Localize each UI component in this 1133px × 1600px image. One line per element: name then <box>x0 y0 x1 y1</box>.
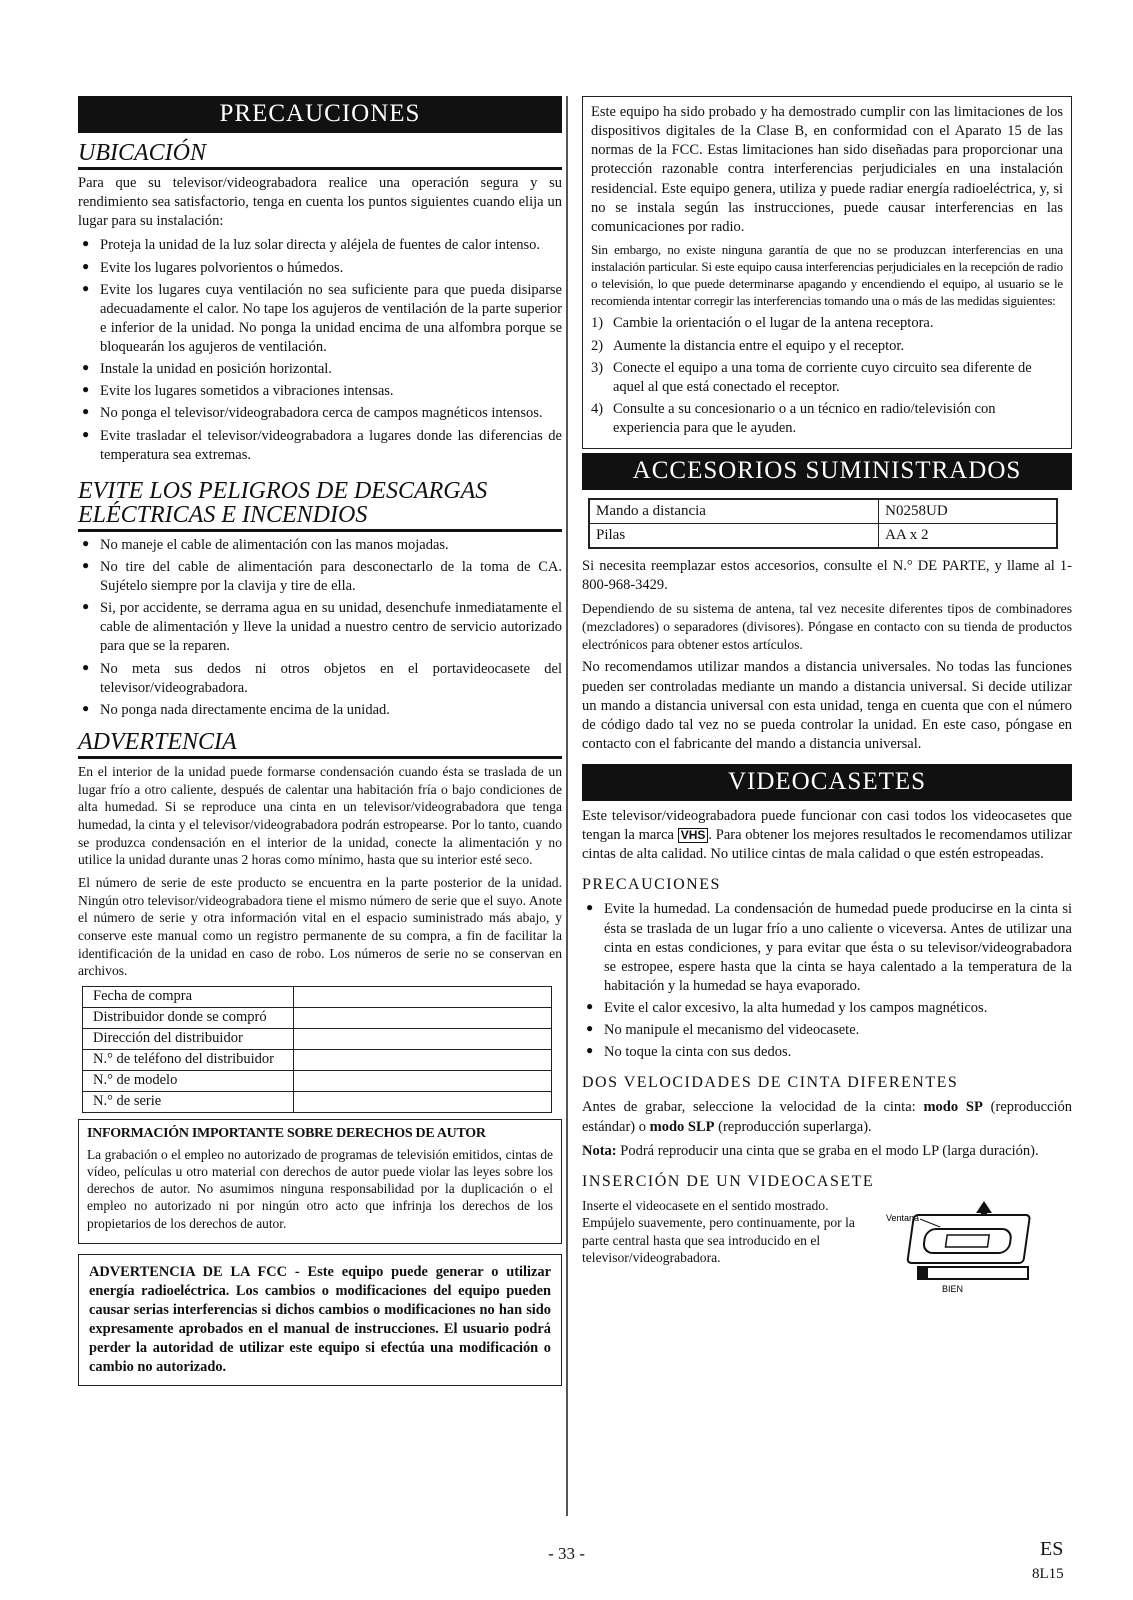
step-text: Cambie la orientación o el lugar de la antena receptora. <box>613 315 934 332</box>
ubicacion-intro: Para que su televisor/videograbadora realice una operación segura y su rendimiento sea satisfactorio, tenga en cuenta los puntos siguientes cuando elija un lugar para su instalación: <box>78 175 562 230</box>
record-blank[interactable] <box>294 1049 552 1070</box>
list-item <box>591 359 1063 397</box>
intro-text-a: Este televisor/videograbadora puede funcionar con casi todos los videocasetes que tengan la marca <box>582 808 1072 844</box>
list-item: ● Evite trasladar el televisor/videograbadora a lugares donde las diferencias de temperatura sea extremas. <box>78 427 562 465</box>
list-item <box>591 337 1063 356</box>
bien-label: BIEN <box>942 1283 964 1294</box>
page-number: - 33 - <box>548 1544 585 1563</box>
table-row <box>83 1049 552 1070</box>
list-item: ● No ponga el televisor/videograbadora cerca de campos magnéticos intensos. <box>78 404 562 423</box>
record-label: Distribuidor donde se compró <box>83 1007 294 1028</box>
step-number: 1) <box>591 315 604 332</box>
fcc-compliance-box <box>582 96 1072 449</box>
document-code: 8L15 <box>1032 1566 1064 1582</box>
advertencia-p2: El número de serie de este producto se encuentra en la parte posterior de la unidad. Ningún otro televisor/videograbadora tiene el mismo número de serie que el suyo. Anote el número de serie y otra información vital en el espacio suministrado más abajo, y conserve este manual como un registro permanente de su compra, a fin de facilitar la identificación de la unidad en caso de robo. Los números de serie no se conservan en archivos. <box>78 874 562 979</box>
accesorios-banner: ACCESORIOS SUMINISTRADOS <box>582 453 1072 490</box>
advertencia-title: ADVERTENCIA <box>78 730 562 759</box>
peligros-title-line1: EVITE LOS PELIGROS DE DESCARGAS <box>78 477 488 504</box>
record-blank[interactable] <box>294 1070 552 1091</box>
step-text: Conecte el equipo a una toma de corriente cuyo circuito sea diferente de aquel al que está conectado el receptor. <box>613 359 1032 395</box>
accessory-name: Pilas <box>589 524 879 549</box>
table-row <box>83 1007 552 1028</box>
list-item: ● Evite la humedad. La condensación de humedad puede producirse en la cinta si ésta se traslada de un lugar frío a uno caliente o viceversa. Antes de utilizar una cinta en estas condiciones, y para evitar que ésta o su televisor/videograbadora se estropee, espere hasta que la cinta se haya calentado a la temperatura de la habitación y la humedad se haya evaporado. <box>582 900 1072 996</box>
nota-label: Nota: <box>582 1142 617 1159</box>
accesorios-p1: Si necesita reemplazar estos accesorios, consulte el N.° DE PARTE, y llame al 1-800-968-3429. <box>582 558 1072 594</box>
copyright-title: INFORMACIÓN IMPORTANTE SOBRE DERECHOS DE AUTOR <box>87 1125 486 1141</box>
videocasetes-precauciones-list <box>582 900 1072 1062</box>
vel-text-c: (reproducción superlarga). <box>714 1118 872 1135</box>
list-item: ● Evite el calor excesivo, la alta humedad y los campos magnéticos. <box>582 999 1072 1018</box>
list-item: ● Evite los lugares polvorientos o húmedos. <box>78 259 562 278</box>
record-blank[interactable] <box>294 1091 552 1112</box>
nota-text <box>582 1142 1072 1161</box>
list-item <box>591 314 1063 333</box>
copyright-box <box>78 1119 562 1244</box>
step-number: 4) <box>591 400 604 417</box>
ownership-record-table <box>82 986 552 1113</box>
peligros-title <box>78 479 562 532</box>
velocidades-text <box>582 1098 1072 1136</box>
videocasetes-precauciones-title: PRECAUCIONES <box>582 876 721 894</box>
table-row <box>83 1091 552 1112</box>
peligros-title-line2: ELÉCTRICAS E INCENDIOS <box>78 501 368 528</box>
ubicacion-title: UBICACIÓN <box>78 141 562 170</box>
list-item <box>591 400 1063 438</box>
accessories-table <box>588 498 1058 549</box>
list-item: ● Evite los lugares sometidos a vibraciones intensas. <box>78 382 562 401</box>
vel-slp: modo SLP <box>649 1118 715 1135</box>
accesorios-p3: No recomendamos utilizar mandos a distancia universales. No todas las funciones pueden ser controladas mediante un mando a distancia universal. Si decide utilizar un mando a distancia universal con esta unidad, tenga en cuenta que con el número de código dado tal vez no se pueda controlar la unidad. En este caso, póngase en contacto con el fabricante del mando a distancia universal. <box>582 659 1072 752</box>
insercion-block <box>582 1197 1072 1297</box>
table-row <box>83 1028 552 1049</box>
step-number: 2) <box>591 337 604 354</box>
step-number: 3) <box>591 359 604 376</box>
vhs-logo: VHS <box>678 828 709 843</box>
peligros-list <box>78 536 562 720</box>
ventana-label: Ventana <box>886 1212 920 1223</box>
fcc-p2: Sin embargo, no existe ninguna garantía de que no se produzcan interferencias en una instalación particular. Si este equipo causa interferencias perjudiciales en la recepción de radio o televisión, lo que puede determinarse apagando y encendiendo el equipo, al usuario se le recomienda intentar corregir las interferencias tomando una o más de las medidas siguientes: <box>591 241 1063 308</box>
list-item: ● No tire del cable de alimentación para desconectarlo de la toma de CA. Sujételo siempre por la clavija y tire de ella. <box>78 558 562 596</box>
fcc-warning-box <box>78 1254 562 1386</box>
videocasetes-banner: VIDEOCASETES <box>582 764 1072 801</box>
list-item: ● Instale la unidad en posición horizontal. <box>78 360 562 379</box>
right-column <box>582 96 1072 1297</box>
record-blank[interactable] <box>294 986 552 1007</box>
step-text: Aumente la distancia entre el equipo y el receptor. <box>613 337 905 354</box>
accessory-name: Mando a distancia <box>589 499 879 524</box>
intro-text-b: . Para obtener los mejores resultados le recomendamos utilizar cintas de alta calidad. No utilice cintas de mala calidad o que estén estropeadas. <box>582 827 1072 863</box>
list-item: ● Si, por accidente, se derrama agua en su unidad, desenchufe inmediatamente el cable de alimentación y lleve la unidad a nuestro centro de servicio autorizado para que se la reparen. <box>78 599 562 656</box>
fcc-warning-text: ADVERTENCIA DE LA FCC - Este equipo puede generar o utilizar energía radioeléctrica. Los cambios o modificaciones del equipo pueden causar serias interferencias si dichos cambios o modificaciones no han sido expresamente aprobados en el manual de instrucciones. El usuario podrá perder la autoridad de utilizar este equipo si efectúa una modificación o cambio no autorizado. <box>89 1263 551 1375</box>
vel-text-a: Antes de grabar, seleccione la velocidad de la cinta: <box>582 1099 924 1116</box>
vel-sp: modo SP <box>923 1099 983 1116</box>
table-row <box>83 986 552 1007</box>
column-divider <box>566 96 568 1516</box>
step-text: Consulte a su concesionario o a un técnico en radio/televisión con experiencia para que le ayuden. <box>613 400 996 437</box>
record-label: Fecha de compra <box>83 986 294 1007</box>
precauciones-banner: PRECAUCIONES <box>78 96 562 133</box>
insercion-text-wrap <box>582 1197 882 1272</box>
record-blank[interactable] <box>294 1007 552 1028</box>
list-item: ● Proteja la unidad de la luz solar directa y aléjela de fuentes de calor intenso. <box>78 236 562 255</box>
left-column <box>78 96 562 1386</box>
record-label: N.° de teléfono del distribuidor <box>83 1049 294 1070</box>
table-row <box>589 524 1057 549</box>
list-item: ● No maneje el cable de alimentación con las manos mojadas. <box>78 536 562 555</box>
list-item: ● No manipule el mecanismo del videocasete. <box>582 1021 1072 1040</box>
copyright-text: La grabación o el empleo no autorizado de programas de televisión emitidos, cintas de vídeo, películas u otro material con derechos de autor puede violar las leyes sobre los derechos de autor. No asumimos ninguna responsabilidad por la duplicación o el empleo no autorizado ni por ningún otro acto que infrinja los derechos de los propietarios de los derechos de autor. <box>87 1146 553 1231</box>
accessory-code: AA x 2 <box>879 524 1057 549</box>
table-row <box>83 1070 552 1091</box>
vel-text-b: (reproducción estándar) o <box>582 1099 1072 1135</box>
record-label: Dirección del distribuidor <box>83 1028 294 1049</box>
velocidades-title: DOS VELOCIDADES DE CINTA DIFERENTES <box>582 1074 959 1092</box>
ubicacion-list <box>78 236 562 464</box>
list-item: ● No meta sus dedos ni otros objetos en el portavideocasete del televisor/videograbadora. <box>78 660 562 698</box>
nota-body: Podrá reproducir una cinta que se graba en el modo LP (larga duración). <box>616 1142 1039 1159</box>
table-row <box>589 499 1057 524</box>
accesorios-p2: Dependiendo de su sistema de antena, tal vez necesite diferentes tipos de combinadores (mezcladores) o separadores (divisores). Póngase en contacto con su tienda de productos electrónicos para obtener estos artículos. <box>582 601 1072 652</box>
insercion-title: INSERCIÓN DE UN VIDEOCASETE <box>582 1172 875 1190</box>
cassette-insertion-figure <box>884 1197 1034 1297</box>
fcc-p1: Este equipo ha sido probado y ha demostrado cumplir con las limitaciones de los dispositivos digitales de la Clase B, en conformidad con el Aparato 15 de las normas de la FCC. Estas limitaciones han sido diseñadas para proporcionar una protección razonable contra interferencias perjudiciales en una instalación residencial. Este equipo genera, utiliza y puede radiar energía radioeléctrica, y, si no se instala según las instrucciones, puede causar interferencias en las comunicaciones por radio. <box>591 104 1063 235</box>
cassette-icon <box>907 1215 1030 1263</box>
list-item: ● No ponga nada directamente encima de la unidad. <box>78 701 562 720</box>
vcr-slot-icon <box>918 1267 1028 1279</box>
language-code: ES <box>1040 1538 1064 1560</box>
list-item: ● Evite los lugares cuya ventilación no sea suficiente para que pueda disiparse adecuadamente el calor. No tape los agujeros de ventilación de la parte superior e inferior de la unidad. No ponga la unidad encima de una alfombra porque se bloquearán los agujeros de ventilación. <box>78 281 562 358</box>
videocasetes-intro <box>582 807 1072 864</box>
fcc-steps <box>591 314 1063 438</box>
record-label: N.° de modelo <box>83 1070 294 1091</box>
record-blank[interactable] <box>294 1028 552 1049</box>
record-label: N.° de serie <box>83 1091 294 1112</box>
accessory-code: N0258UD <box>879 499 1057 524</box>
advertencia-p1: En el interior de la unidad puede formarse condensación cuando ésta se traslada de un lugar frío a otro caliente, después de calentar una habitación fría o bajo condiciones de alta humedad. Si se reproduce una cinta en un televisor/videograbadora que tenga humedad, la cinta y el televisor/videograbadora podrán estropearse. Por lo tanto, cuando se produzca condensación en el interior de la unidad, conecte la alimentación y no utilice la unidad durante unas 2 horas como mínimo, hasta que su interior esté seco. <box>78 763 562 868</box>
insercion-text: Inserte el videocasete en el sentido mostrado. Empújelo suavemente, pero continuamente, por la parte central hasta que sea introducido en el televisor/videograbadora. <box>582 1197 855 1265</box>
list-item: ● No toque la cinta con sus dedos. <box>582 1043 1072 1062</box>
